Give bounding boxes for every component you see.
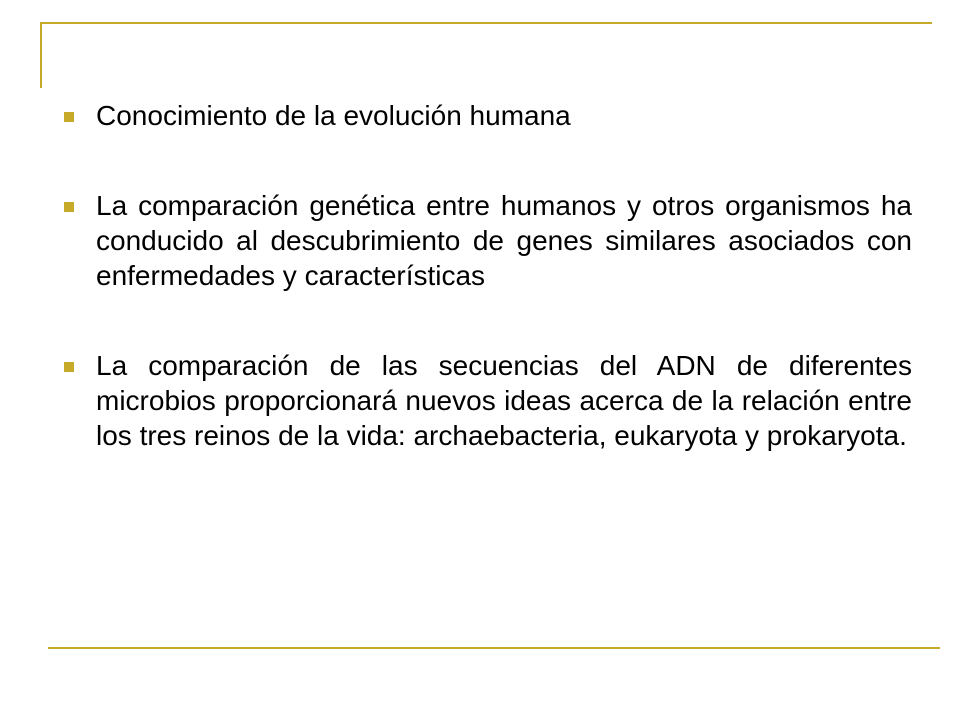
bottom-border-line [48,647,940,649]
bullet-list [64,98,912,453]
bullet-item-evolucion-humana [64,98,912,133]
square-bullet-icon [64,202,74,212]
bullet-item-secuencias-adn [64,348,912,453]
bullet-text: La comparación genética entre humanos y otros organismos ha conducido al descubrimiento de genes similares asociados con enfermedades y características [96,190,912,291]
square-bullet-icon [64,112,74,122]
bullet-text: Conocimiento de la evolución humana [96,100,571,131]
bullet-text: La comparación de las secuencias del ADN de diferentes microbios proporcionará nuevos ideas acerca de la relación entre los tres reinos de la vida: archaebacteria, eukaryota y prokaryota. [96,350,912,451]
square-bullet-icon [64,362,74,372]
left-border-line [40,22,42,88]
bullet-item-comparacion-genetica [64,188,912,293]
top-border-line [40,22,932,24]
